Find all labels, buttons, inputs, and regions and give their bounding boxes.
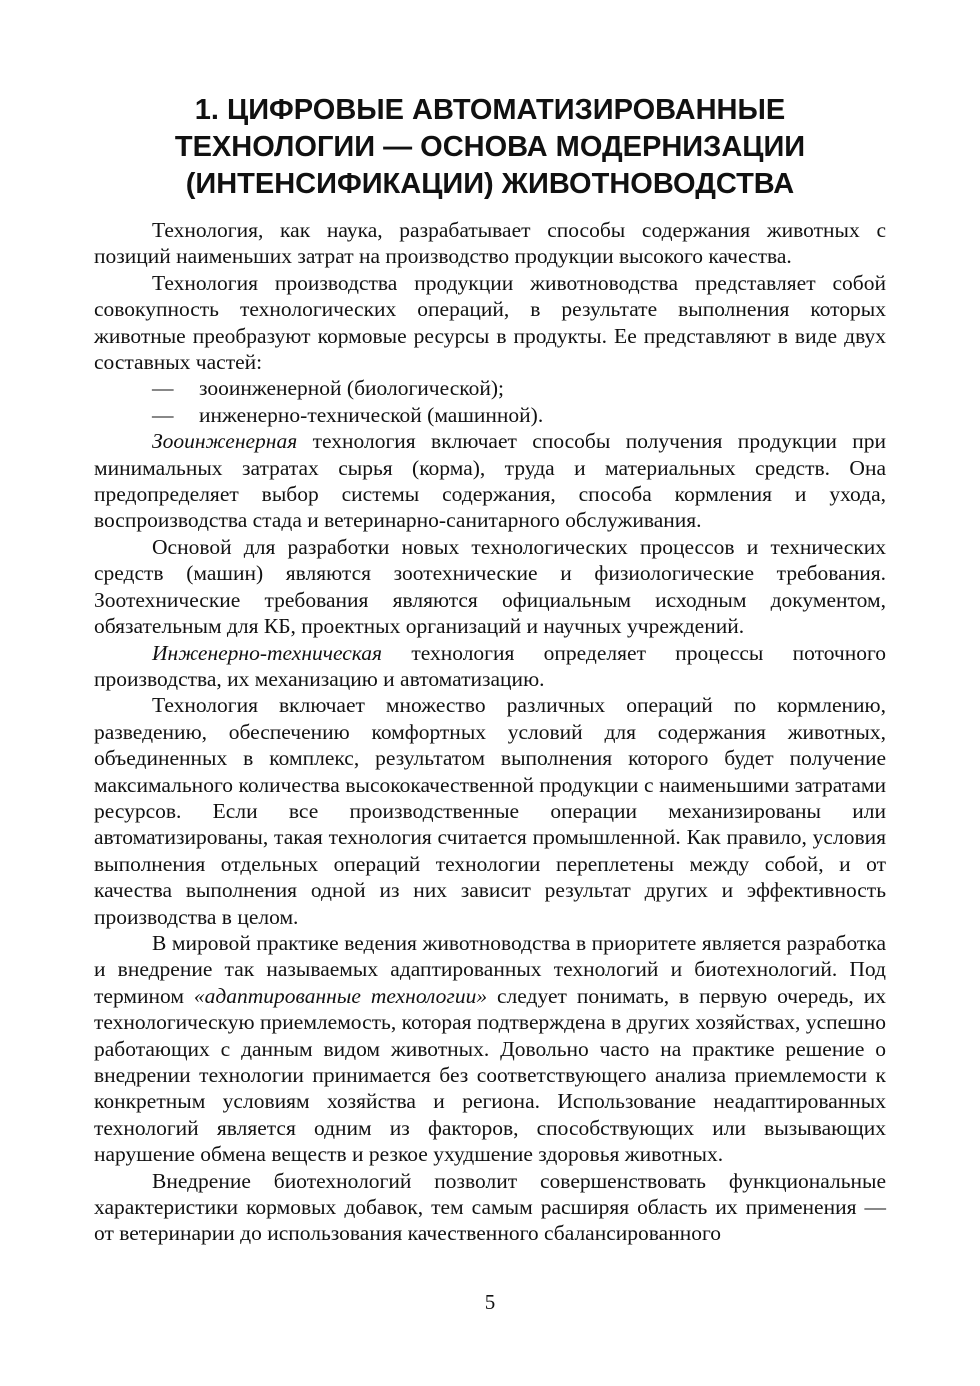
italic-term: «адаптированные технологии» — [193, 983, 488, 1008]
paragraph — [94, 428, 886, 534]
chapter-title-line: ТЕХНОЛОГИИ — ОСНОВА МОДЕРНИЗАЦИИ — [174, 131, 806, 163]
list-dash: — — [152, 402, 174, 427]
page-content — [94, 92, 886, 1247]
paragraph-text: В мировой практике ведения животноводства в приоритете является разработка и внедрение так называемых адаптированных технологий и биотехнологий. Под термином — [94, 930, 886, 1008]
list-item-text: зооинженерной (биологической); — [199, 376, 504, 401]
italic-term: Инженерно-техническая — [152, 640, 383, 665]
paragraph: Технология включает множество различных операций по кормлению, разведению, обеспечению комфортных условий для содержания животных, объединенных в комплекс, результатом выполнения которого будет получение максимального количества высококачественной продукции с наименьшими затратами ресурсов. Если все производственные операции механизированы или автоматизированы, такая технология считается промышленной. Как правило, условия выполнения отдельных операций технологии переплетены между собой, и от качества выполнения одной из них зависит результат других и эффективность производства в целом. — [94, 693, 886, 929]
page-number: 5 — [484, 1290, 496, 1314]
list-item-text: инженерно-технической (машинной). — [199, 402, 544, 427]
list-dash: — — [152, 376, 174, 401]
paragraph — [94, 930, 886, 1168]
chapter-title-line: (ИНТЕНСИФИКАЦИИ) ЖИВОТНОВОДСТВА — [185, 168, 795, 200]
italic-term: Зооинженерная — [152, 429, 298, 454]
paragraph: Внедрение биотехнологий позволит совершенствовать функциональные характеристики кормовых добавок, тем самым расширяя область их применения — от ветеринарии до использования качественного сбалансированного — [94, 1168, 886, 1246]
paragraph-text: технология определяет процессы поточного производства, их механизацию и автоматизацию. — [94, 640, 886, 691]
list-item — [94, 375, 886, 401]
list-item — [94, 402, 886, 428]
paragraph: Технология производства продукции животноводства представляет собой совокупность технологических операций, в результате выполнения которых животные преобразуют кормовые ресурсы в продукты. Ее представляют в виде двух составных частей: — [94, 270, 886, 375]
paragraph-text: технология включает способы получения продукции при минимальных затратах сырья (корма), труда и материальных средств. Она предопределяет выбор системы содержания, способа кормления и ухода, воспроизводства стада и ветеринарно-санитарного обслуживания. — [94, 429, 886, 533]
paragraph: Основой для разработки новых технологических процессов и технических средств (машин) являются зоотехнические и физиологические требования. Зоотехнические требования являются официальным исходным документом, обязательным для КБ, проектных организаций и научных учреждений. — [94, 534, 886, 639]
paragraph-text: следует понимать, в первую очередь, их технологическую приемлемость, которая подтверждена в других хозяйствах, успешно работающих с данным видом животных. Довольно часто на практике решение о внедрении технологии принимается без соответствующего анализа приемлемости к конкретным условиям хозяйства и региона. Использование неадаптированных технологий является одним из факторов, способствующих или вызывающих нарушение обмена веществ и резкое ухудшение здоровья животных. — [94, 983, 886, 1167]
paragraph: Технология, как наука, разрабатывает способы содержания животных с позиций наименьших затрат на производство продукции высокого качества. — [94, 218, 886, 269]
chapter-title — [94, 92, 886, 203]
body-text — [94, 217, 886, 1247]
chapter-title-line: 1. ЦИФРОВЫЕ АВТОМАТИЗИРОВАННЫЕ — [194, 94, 786, 126]
paragraph — [94, 640, 886, 693]
